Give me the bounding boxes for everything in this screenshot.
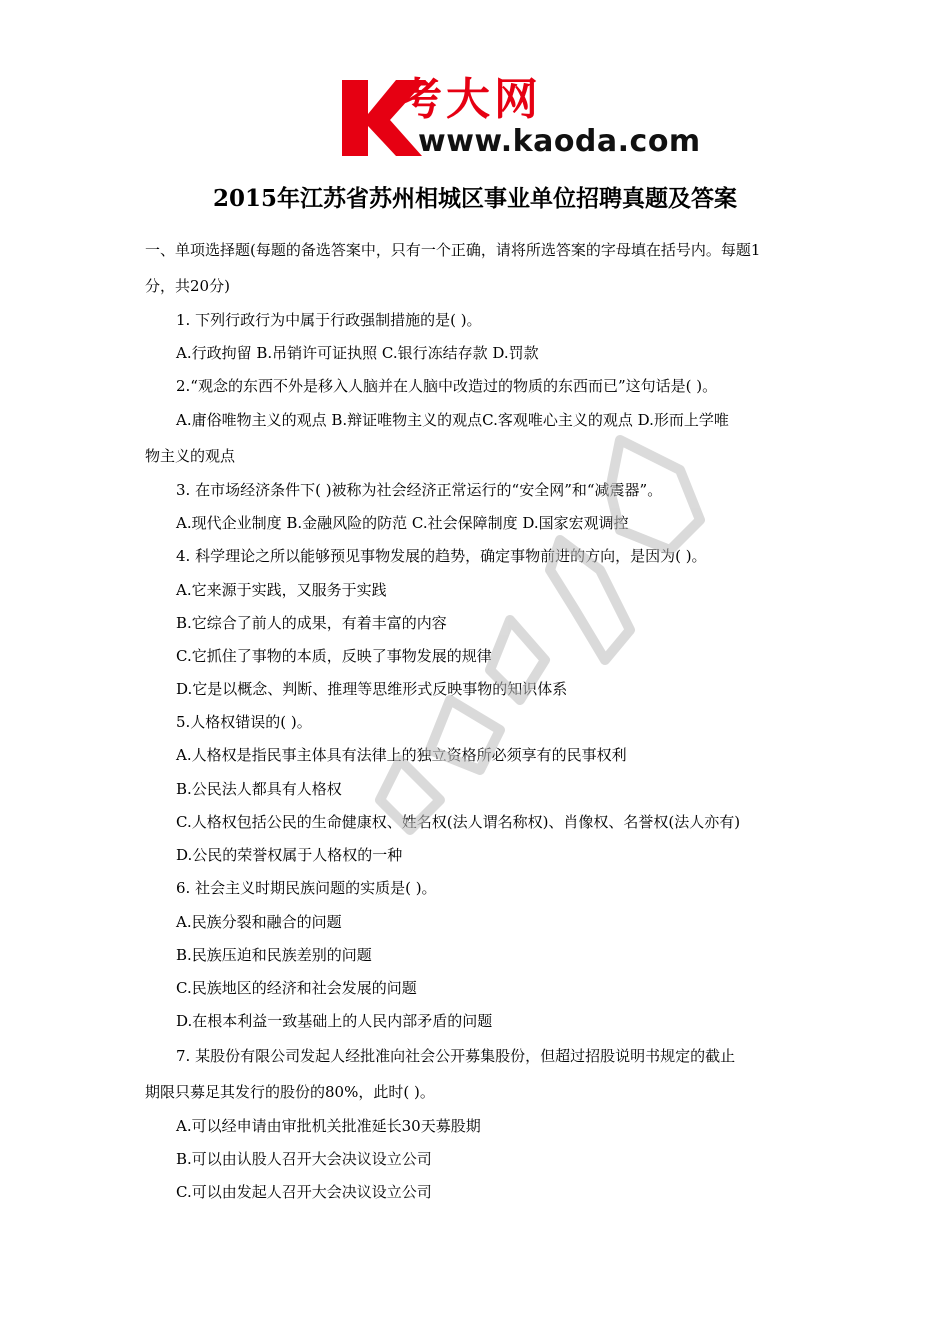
question-7-option-b: B.可以由认股人召开大会决议设立公司 xyxy=(176,1150,432,1168)
section-heading-cont: 分，共20分) xyxy=(145,277,230,295)
kaoda-logo xyxy=(326,74,701,160)
question-5-option-d: D.公民的荣誉权属于人格权的一种 xyxy=(176,846,403,864)
question-5-option-b: B.公民法人都具有人格权 xyxy=(176,780,342,798)
question-4-option-b: B.它综合了前人的成果，有着丰富的内容 xyxy=(176,614,447,632)
question-6-option-b: B.民族压迫和民族差别的问题 xyxy=(176,946,372,964)
question-2-options: A.庸俗唯物主义的观点 B.辩证唯物主义的观点C.客观唯心主义的观点 D.形而上学唯 xyxy=(176,411,729,429)
question-5: 5.人格权错误的( )。 xyxy=(176,713,312,731)
question-7-cont: 期限只募足其发行的股份的80%，此时( )。 xyxy=(145,1083,435,1101)
question-5-option-c: C.人格权包括公民的生命健康权、姓名权(法人谓名称权)、肖像权、名誉权(法人亦有) xyxy=(176,813,741,831)
question-4-option-d: D.它是以概念、判断、推理等思维形式反映事物的知识体系 xyxy=(176,680,568,698)
section-heading: 一、单项选择题(每题的备选答案中，只有一个正确，请将所选答案的字母填在括号内。每题1 xyxy=(145,241,761,259)
logo-chinese-name: 考大网 xyxy=(398,74,542,125)
question-6-option-d: D.在根本利益一致基础上的人民内部矛盾的问题 xyxy=(176,1012,493,1030)
question-3-options: A.现代企业制度 B.金融风险的防范 C.社会保障制度 D.国家宏观调控 xyxy=(176,514,629,532)
question-3: 3. 在市场经济条件下( )被称为社会经济正常运行的“安全网”和“减震器”。 xyxy=(176,481,663,499)
question-4-option-c: C.它抓住了事物的本质，反映了事物发展的规律 xyxy=(176,647,492,665)
question-7-option-c: C.可以由发起人召开大会决议设立公司 xyxy=(176,1183,432,1201)
question-5-option-a: A.人格权是指民事主体具有法律上的独立资格所必须享有的民事权利 xyxy=(176,746,627,764)
question-7: 7. 某股份有限公司发起人经批准向社会公开募集股份，但超过招股说明书规定的截止 xyxy=(176,1047,736,1065)
question-1-options: A.行政拘留 B.吊销许可证执照 C.银行冻结存款 D.罚款 xyxy=(176,344,539,362)
question-2-options-cont: 物主义的观点 xyxy=(145,447,236,465)
question-6-option-a: A.民族分裂和融合的问题 xyxy=(176,913,342,931)
question-4: 4. 科学理论之所以能够预见事物发展的趋势，确定事物前进的方向，是因为( )。 xyxy=(176,547,707,565)
page-title: 2015年江苏省苏州相城区事业单位招聘真题及答案 xyxy=(212,185,737,212)
question-4-option-a: A.它来源于实践，又服务于实践 xyxy=(176,581,387,599)
logo-url: www.kaoda.com xyxy=(418,124,701,159)
question-2: 2.“观念的东西不外是移入人脑并在人脑中改造过的物质的东西而已”这句话是( )。 xyxy=(176,377,718,395)
question-1: 1. 下列行政行为中属于行政强制措施的是( )。 xyxy=(176,311,482,329)
question-6: 6. 社会主义时期民族问题的实质是( )。 xyxy=(176,879,437,897)
question-6-option-c: C.民族地区的经济和社会发展的问题 xyxy=(176,979,417,997)
question-7-option-a: A.可以经申请由审批机关批准延长30天募股期 xyxy=(176,1117,481,1135)
